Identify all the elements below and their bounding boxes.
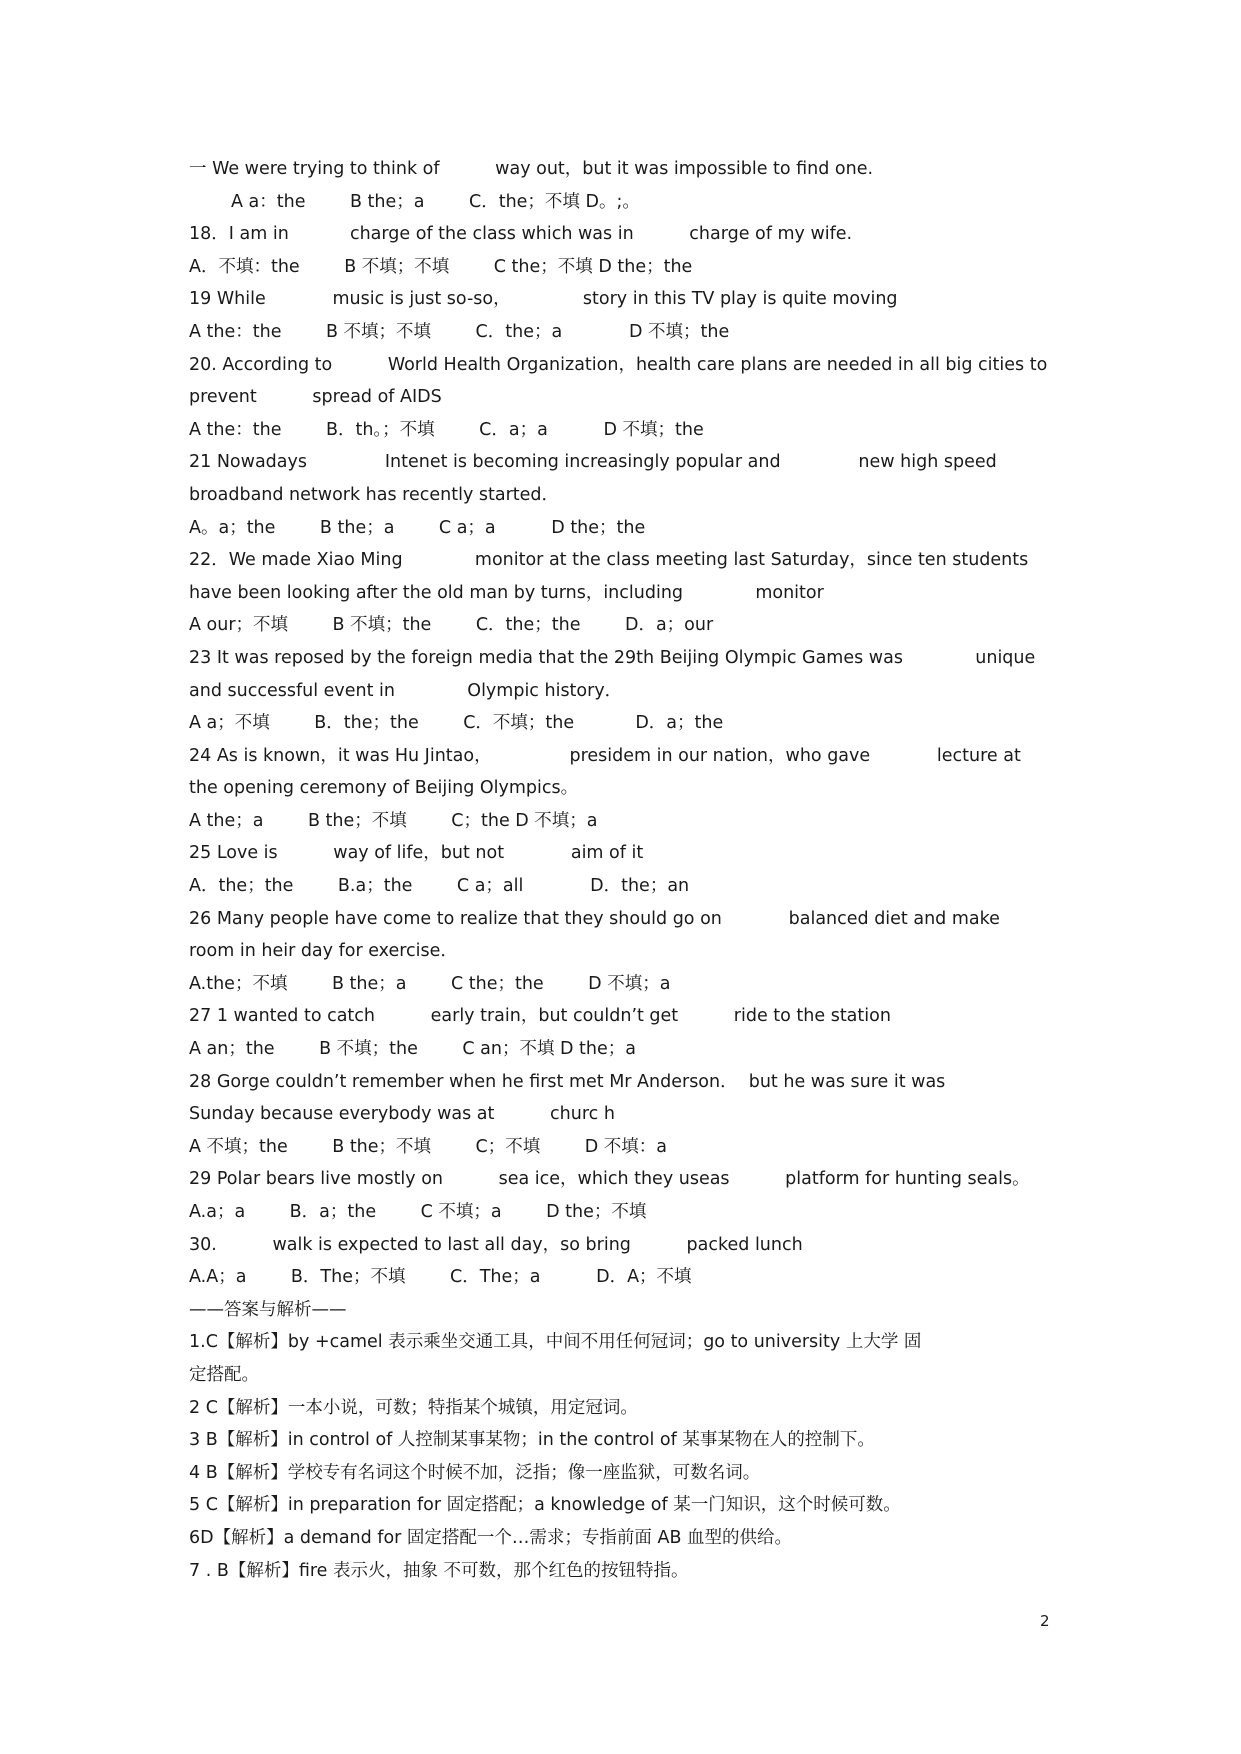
text-line: 26 Many people have come to realize that they should go on balanced diet and make xyxy=(189,908,1000,929)
text-line: A the：the B．th。；不填 C．a；a D 不填；the xyxy=(189,419,704,440)
text-line: 29 Polar bears live mostly on sea ice，which they useas platform for hunting seals。 xyxy=(189,1169,1030,1190)
text-line: 3 B【解析】in control of 人控制某事某物；in the control of 某事某物在人的控制下。 xyxy=(189,1430,875,1451)
text-line: 2 C【解析】一本小说，可数；特指某个城镇，用定冠词。 xyxy=(189,1397,638,1418)
text-line: A 不填；the B the；不填 C；不填 D 不填：a xyxy=(189,1136,668,1157)
text-line: 27 1 wanted to catch early train，but couldn’t get ride to the station xyxy=(189,1006,891,1027)
text-line: 一 We were trying to think of way out，but it was impossible to find one. xyxy=(189,159,874,179)
text-line: and successful event in Olympic history． xyxy=(189,680,623,701)
text-line: 18．I am in charge of the class which was in charge of my wife. xyxy=(189,224,853,245)
page-body xyxy=(189,153,1059,1587)
text-line: 22．We made Xiao Ming monitor at the class meeting last Saturday，since ten students xyxy=(189,550,1029,571)
text-line: A．the；the B.a；the C a；all D．the；an xyxy=(189,876,690,897)
text-line: 7 . B【解析】fire 表示火，抽象 不可数，那个红色的按钮特指。 xyxy=(189,1560,689,1581)
text-line: Sunday because everybody was at churc h xyxy=(189,1104,615,1125)
text-line: 30. walk is expected to last all day，so bring packed lunch xyxy=(189,1234,803,1255)
page-number: 2 xyxy=(1040,1612,1050,1630)
text-line: A.a；a B．a；the C 不填；a D the；不填 xyxy=(189,1202,647,1222)
text-line: 19 While music is just so-so， story in this TV play is quite moving xyxy=(189,289,898,310)
text-line: 28 Gorge couldn’t remember when he first met Mr Anderson． but he was sure it was xyxy=(189,1071,946,1092)
text-line: A。a；the B the；a C a；a D the；the xyxy=(189,517,646,538)
text-line: the opening ceremony of Beijing Olympics。 xyxy=(189,778,579,799)
text-line: 25 Love is way of life，but not aim of it xyxy=(189,843,644,864)
text-line: A our；不填 B 不填；the C．the；the D．a；our xyxy=(189,615,714,636)
text-line: A.the；不填 B the；a C the；the D 不填；a xyxy=(189,973,671,994)
text-line: A．不填：the B 不填；不填 C the；不填 D the；the xyxy=(189,256,693,277)
text-line: A an；the B 不填；the C an；不填 D the；a xyxy=(189,1039,637,1060)
text-line: 23 It was reposed by the foreign media that the 29th Beijing Olympic Games was unique xyxy=(189,647,1036,668)
text-line: 5 C【解析】in preparation for 固定搭配；a knowledge of 某一门知识，这个时候可数。 xyxy=(189,1495,901,1516)
text-line: ——答案与解析—— xyxy=(189,1299,347,1320)
text-line: 24 As is known，it was Hu Jintao， presidem in our nation，who gave lecture at xyxy=(189,745,1021,766)
text-line: A a：the B the；a C．the；不填 D。;。 xyxy=(231,191,640,212)
text-line: 21 Nowadays Intenet is becoming increasingly popular and new high speed xyxy=(189,452,997,473)
text-line: 4 B【解析】学校专有名词这个时候不加，泛指；像一座监狱，可数名词。 xyxy=(189,1462,761,1483)
text-line: 定搭配。 xyxy=(189,1364,259,1385)
text-line: A the；a B the；不填 C；the D 不填；a xyxy=(189,810,598,831)
text-line: A the：the B 不填；不填 C．the；a D 不填；the xyxy=(189,321,730,342)
text-line: A a；不填 B．the；the C．不填；the D．a；the xyxy=(189,713,724,734)
text-line: 6D【解析】a demand for 固定搭配一个…需求；专指前面 AB 血型的供给。 xyxy=(189,1527,793,1548)
text-line: 1.C【解析】by +camel 表示乘坐交通工具，中间不用任何冠词；go to university 上大学 固 xyxy=(189,1332,922,1353)
text-line: broadband network has recently started． xyxy=(189,484,560,505)
text-line: room in heir day for exercise． xyxy=(189,941,458,962)
text-line: prevent spread of AIDS xyxy=(189,387,442,408)
text-line: have been looking after the old man by turns，including monitor xyxy=(189,582,824,603)
text-line: 20. According to World Health Organization，health care plans are needed in all big cities to xyxy=(189,354,1048,375)
text-line: A.A；a B．The；不填 C．The；a D．A；不填 xyxy=(189,1267,692,1288)
